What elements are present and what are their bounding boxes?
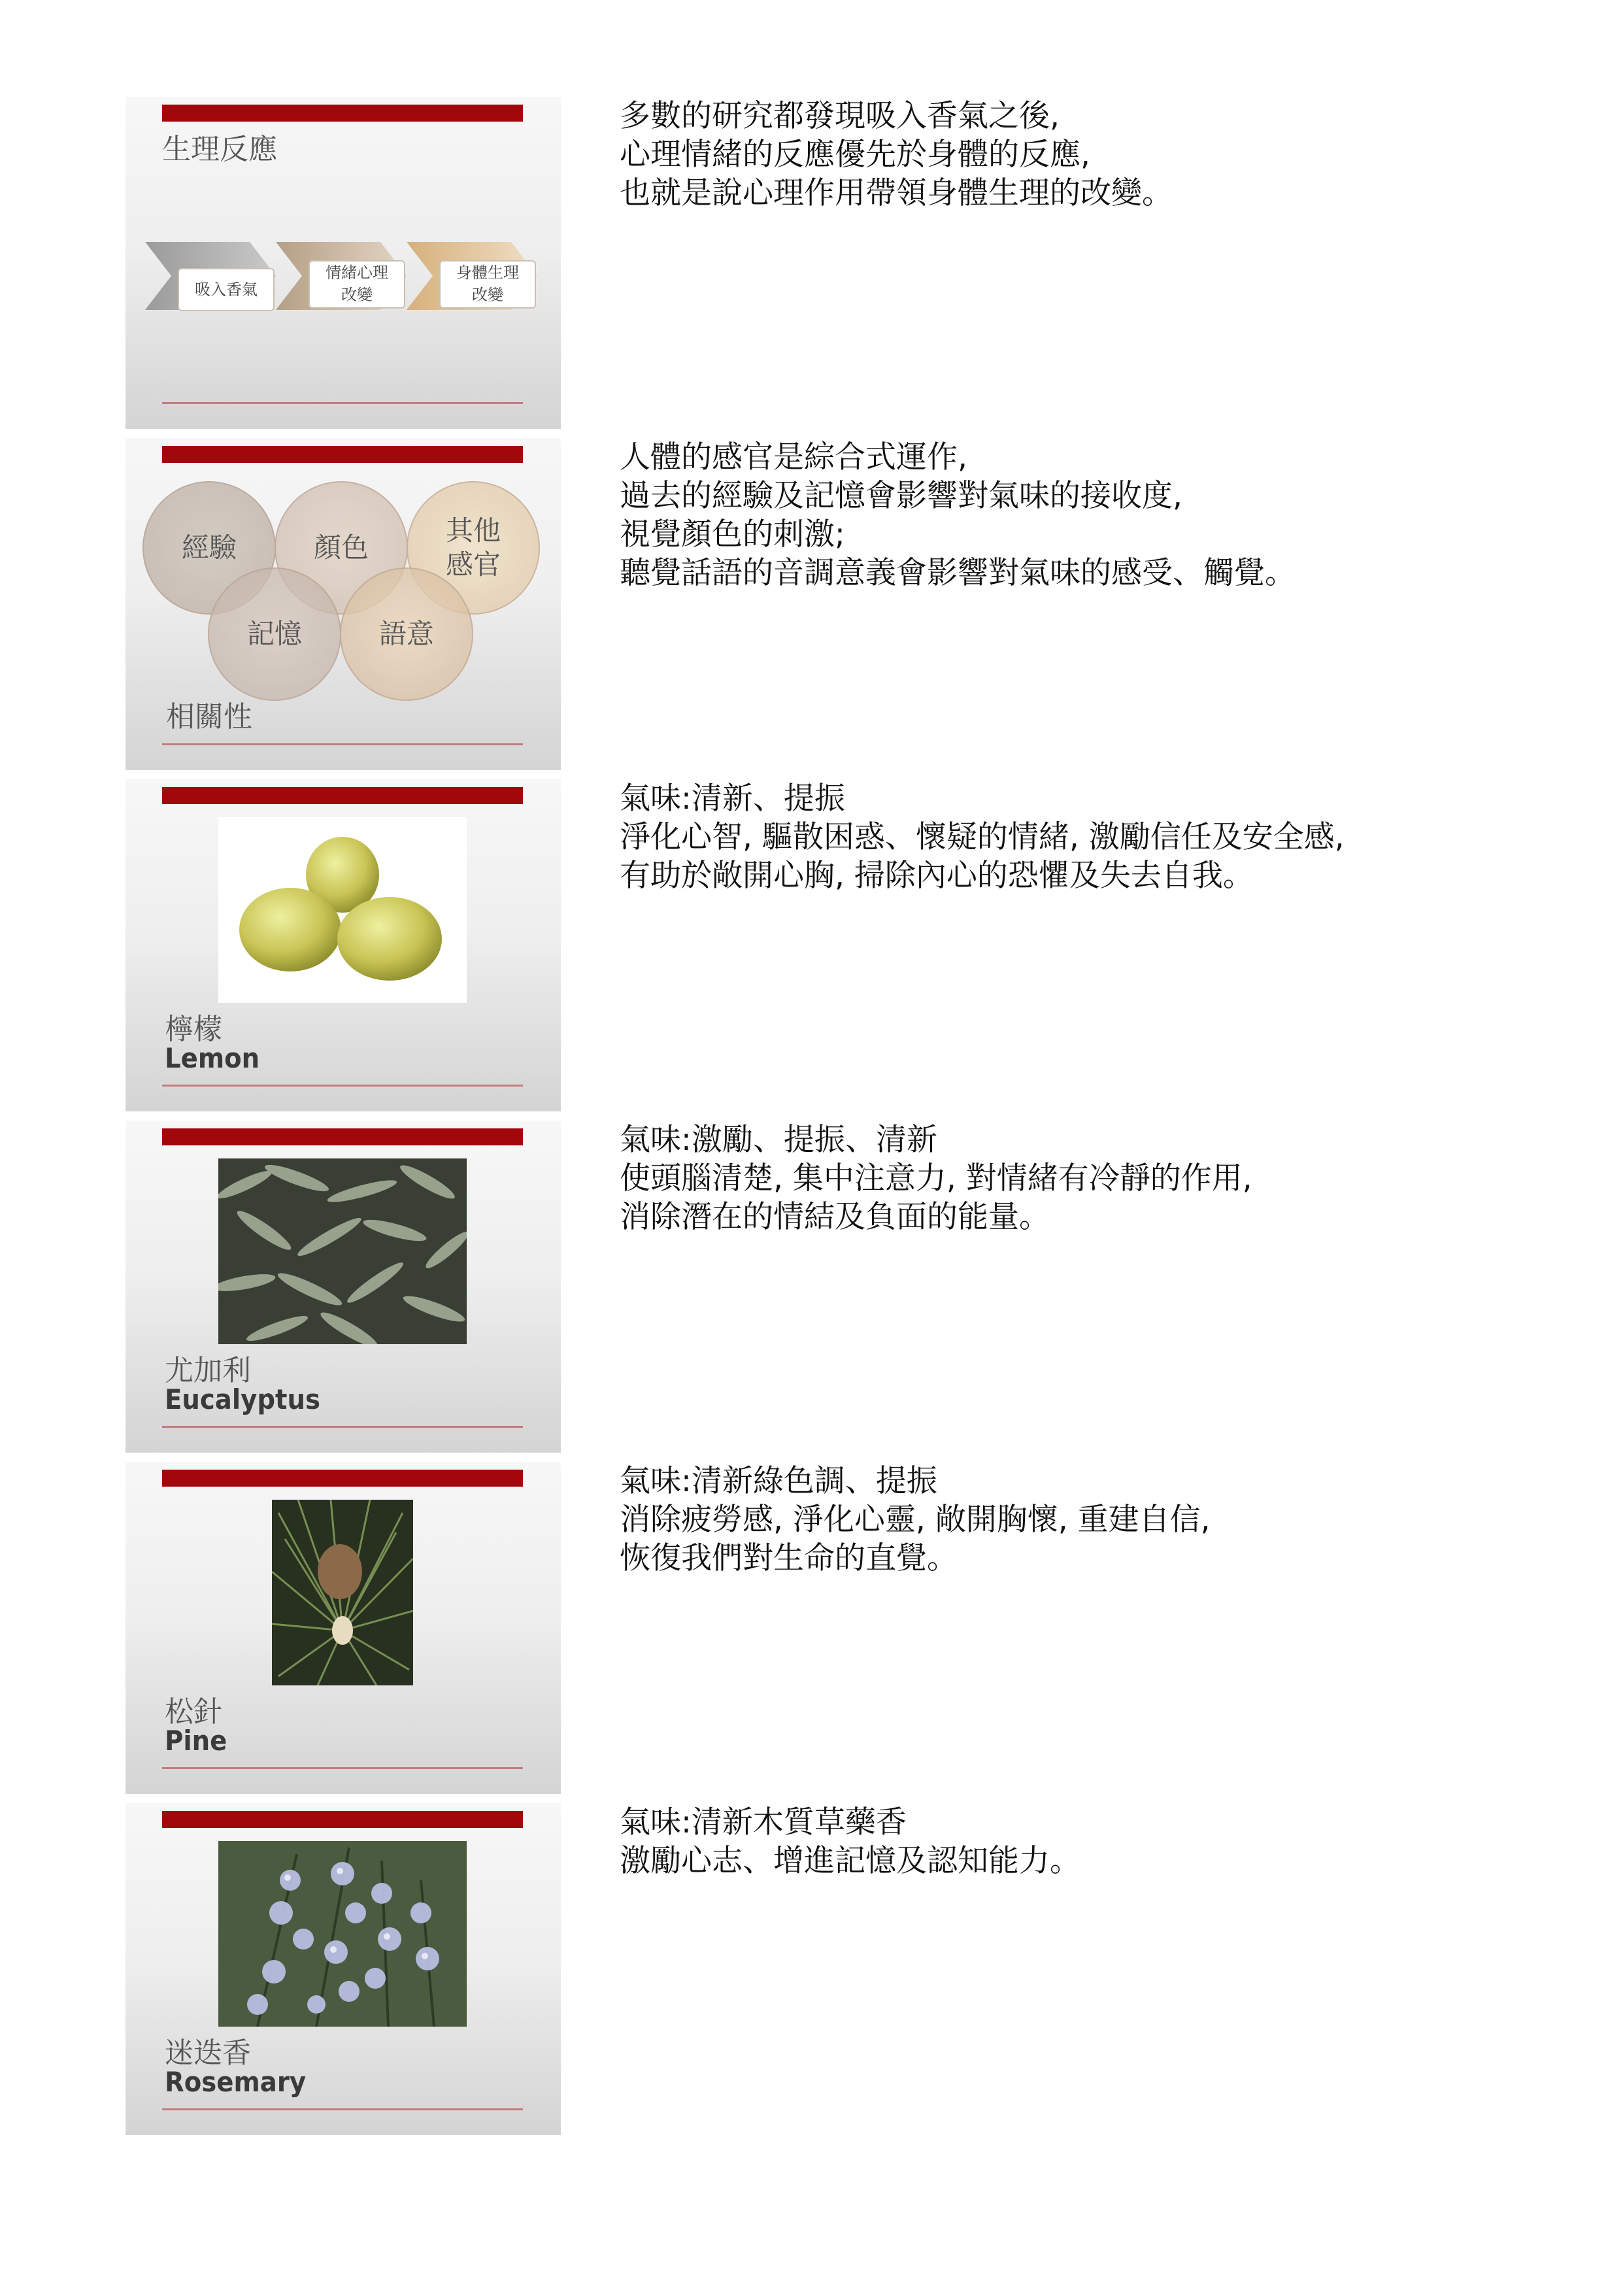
text-eucalyptus [620,1121,1600,1236]
paragraph-line: 人體的感官是綜合式運作, [620,439,967,475]
pine-photo [272,1500,413,1685]
paragraph-line: 氣味:激勵、提振、清新 [620,1122,937,1158]
slide-bottom-line [162,1426,523,1428]
slide-bottom-line [162,2108,523,2110]
paragraph-line: 心理情緒的反應優先於身體的反應, [620,137,1090,173]
slide-bottom-line [162,1767,523,1769]
paragraph-line: 氣味:清新木質草藥香 [620,1804,907,1840]
process-step-3: 身體生理 改變 [439,260,536,309]
rosemary-flower-icon [218,1841,467,2027]
slide-subtitle: Eucalyptus [165,1383,320,1415]
paragraph-line: 氣味:清新、提振 [620,781,845,817]
slide-bottom-line [162,743,523,745]
circle-color: 顏色 [275,481,408,615]
circle-experience: 經驗 [142,481,276,615]
slide-subtitle: Lemon [165,1042,260,1074]
slide-eucalyptus [125,1121,561,1453]
paragraph-line: 激勵心志、增進記憶及認知能力。 [620,1843,1080,1879]
paragraph-line: 視覺顏色的刺激; [620,516,845,552]
paragraph-line: 消除潛在的情結及負面的能量。 [620,1199,1050,1235]
slide-rosemary [125,1803,561,2135]
paragraph-line: 多數的研究都發現吸入香氣之後, [620,98,1060,134]
slide-top-bar [162,105,523,122]
slide-title: 松針 [165,1695,222,1729]
text-physiological-response [620,97,1600,212]
circle-semantics: 語意 [340,567,473,701]
paragraph-line: 淨化心智, 驅散困惑、懷疑的情緒, 激勵信任及安全感, [620,819,1345,855]
text-lemon [620,779,1600,895]
slide-top-bar [162,1470,523,1487]
paragraph-line: 過去的經驗及記憶會影響對氣味的接收度, [620,478,1182,514]
lemon-icon [218,817,467,1003]
slide-bottom-line [162,1085,523,1087]
paragraph-line: 聽覺話語的音調意義會影響對氣味的感受、觸覺。 [620,555,1296,591]
circle-memory: 記憶 [208,567,341,701]
slide-title: 尤加利 [165,1354,251,1387]
process-step-1: 吸入香氣 [178,268,275,311]
slide-title: 相關性 [166,700,252,734]
slide-lemon [125,779,561,1111]
slide-title: 迷迭香 [165,2036,251,2070]
process-step-2: 情緒心理 改變 [309,260,405,309]
paragraph-line: 有助於敞開心胸, 掃除內心的恐懼及失去自我。 [620,858,1254,894]
slide-subtitle: Pine [165,1725,227,1757]
text-rosemary [620,1803,1600,1880]
paragraph-line: 使頭腦清楚, 集中注意力, 對情緒有冷靜的作用, [620,1160,1252,1196]
paragraph-line: 氣味:清新綠色調、提振 [620,1463,937,1499]
paragraph-line: 消除疲勞感, 淨化心靈, 敞開胸懷, 重建自信, [620,1502,1211,1538]
slide-top-bar [162,446,523,463]
slide-subtitle: Rosemary [165,2066,307,2098]
leaves-icon [218,1158,467,1344]
paragraph-line: 恢復我們對生命的直覺。 [620,1540,958,1576]
circle-other-senses: 其他 感官 [407,481,540,615]
slide-top-bar [162,787,523,804]
paragraph-line: 也就是說心理作用帶領身體生理的改變。 [620,175,1173,211]
lemon-photo [218,817,467,1003]
slide-pine [125,1462,561,1794]
slide-physiological-response [125,97,561,429]
slide-top-bar [162,1128,523,1145]
text-pine [620,1462,1600,1578]
slide-title: 檸檬 [165,1013,222,1046]
slide-top-bar [162,1811,523,1828]
eucalyptus-photo [218,1158,467,1344]
pine-needles-icon [272,1500,413,1685]
slide-bottom-line [162,402,523,404]
slide-correlation [125,438,561,770]
slide-title: 生理反應 [162,133,277,166]
rosemary-photo [218,1841,467,2027]
text-correlation [620,438,1600,592]
